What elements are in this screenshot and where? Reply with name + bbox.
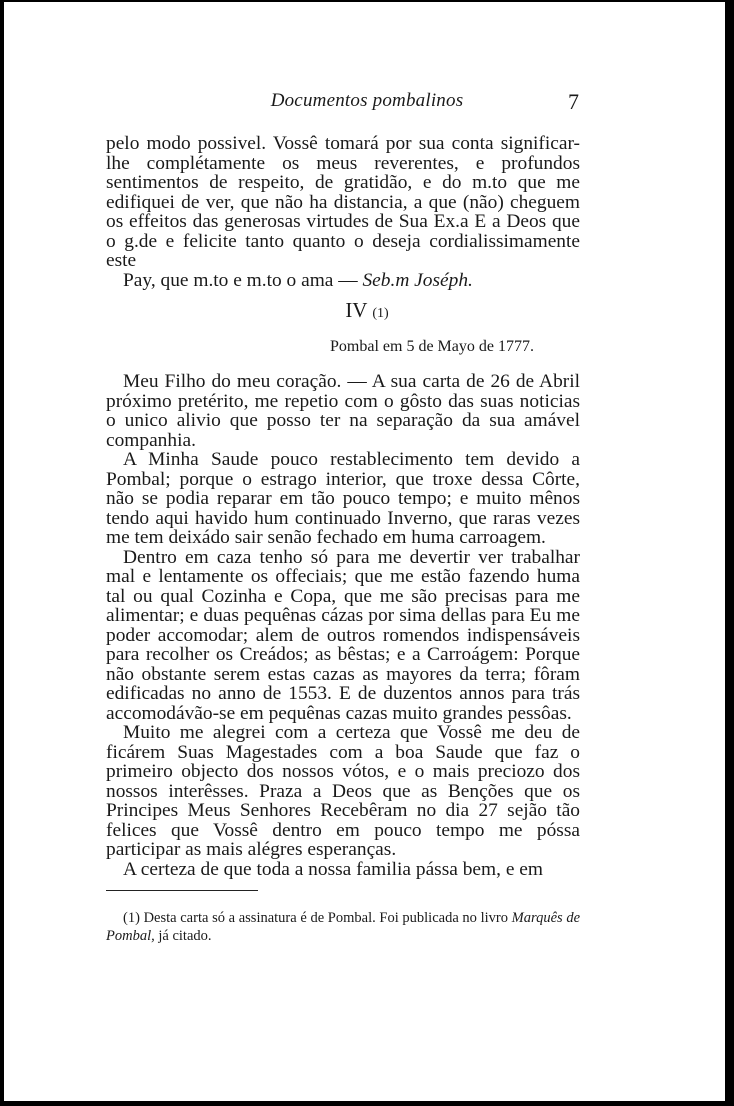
signature: Seb.m Joséph. xyxy=(362,269,473,291)
footnote-text: (1) Desta carta só a assinatura é de Pombal. Foi publicada no livro xyxy=(123,910,508,926)
footnote-divider xyxy=(106,890,258,891)
closing-prefix: Pay, que m.to e m.to o ama — xyxy=(123,269,358,291)
letter-paragraph: Muito me alegrei com a certeza que Vossê me deu de ficárem Suas Magestades com a boa Saude que faz o primeiro objecto dos nossos vótos, e o mais preciozo dos nossos interêsses. Praza a Deos que as Benções que os Principes Meus Senhores Recebêram no dia 27 sejão tão felices que Vossê dentro em pouco tempo me póssa participar as mais alégres esperanças. xyxy=(106,722,580,860)
intro-paragraph: pelo modo possivel. Vossê tomará por sua conta significar-lhe complétamente os meus reverentes, e profundos sentimentos de respeito, de gratidão, e do m.to que me edifiquei de ver, que não ha distancia, a que (não) cheguem os effeitos das generosas virtudes de Sua Ex.a E a Deos que o g.de e felicite tanto quanto o deseja cordialissimamente este xyxy=(106,133,580,271)
letter-paragraph: A Minha Saude pouco restablecimento tem devido a Pombal; porque o estrago interior, que troxe dessa Côrte, não se podia reparar em tão pouco tempo; e muito mênos tendo aqui havido hum continuado Inverno, que raras vezes me tem deixádo sair senão fechado em huma carroagem. xyxy=(106,449,580,548)
closing-line xyxy=(106,271,580,291)
intro-block xyxy=(106,134,580,290)
footnote-book-title: Marquês de Pombal, xyxy=(106,910,580,944)
dateline: Pombal em 5 de Mayo de 1777. xyxy=(330,338,534,355)
running-title: Documentos pombalinos xyxy=(270,90,464,111)
footnote-suffix: já citado. xyxy=(158,927,212,944)
section-heading xyxy=(0,298,734,323)
letter-body xyxy=(106,372,580,879)
letter-paragraph: A certeza de que toda a nossa familia pássa bem, e em xyxy=(123,858,543,880)
letter-paragraph: Meu Filho do meu coração. — A sua carta de 26 de Abril próximo pretérito, me repetio com o gôsto das suas noticias o unico alivio que posso ter na separação da sua amável companhia. xyxy=(106,371,580,451)
letter-paragraph: Dentro em caza tenho só para me devertir ver trabalhar mal e lentamente os offeciais; que me estão fazendo huma tal ou qual Cozinha e Copa, que me são precisas para me alimentar; e duas pequênas cázas por sima dellas para Eu me poder accomodar; alem de outros romendos indispensáveis para recolher os Creádos; as bêstas; e a Carroágem: Porque não obstante serem estas cazas as mayores da terra; fôram edificadas no anno de 1553. E de duzentos annos para trás accomodávão-se em pequênas cazas muito grandes pessôas. xyxy=(106,546,580,724)
footnote xyxy=(106,910,580,945)
section-numeral: IV xyxy=(345,298,368,322)
footnote-marker: (1) xyxy=(372,306,389,321)
page-number: 7 xyxy=(568,89,579,114)
